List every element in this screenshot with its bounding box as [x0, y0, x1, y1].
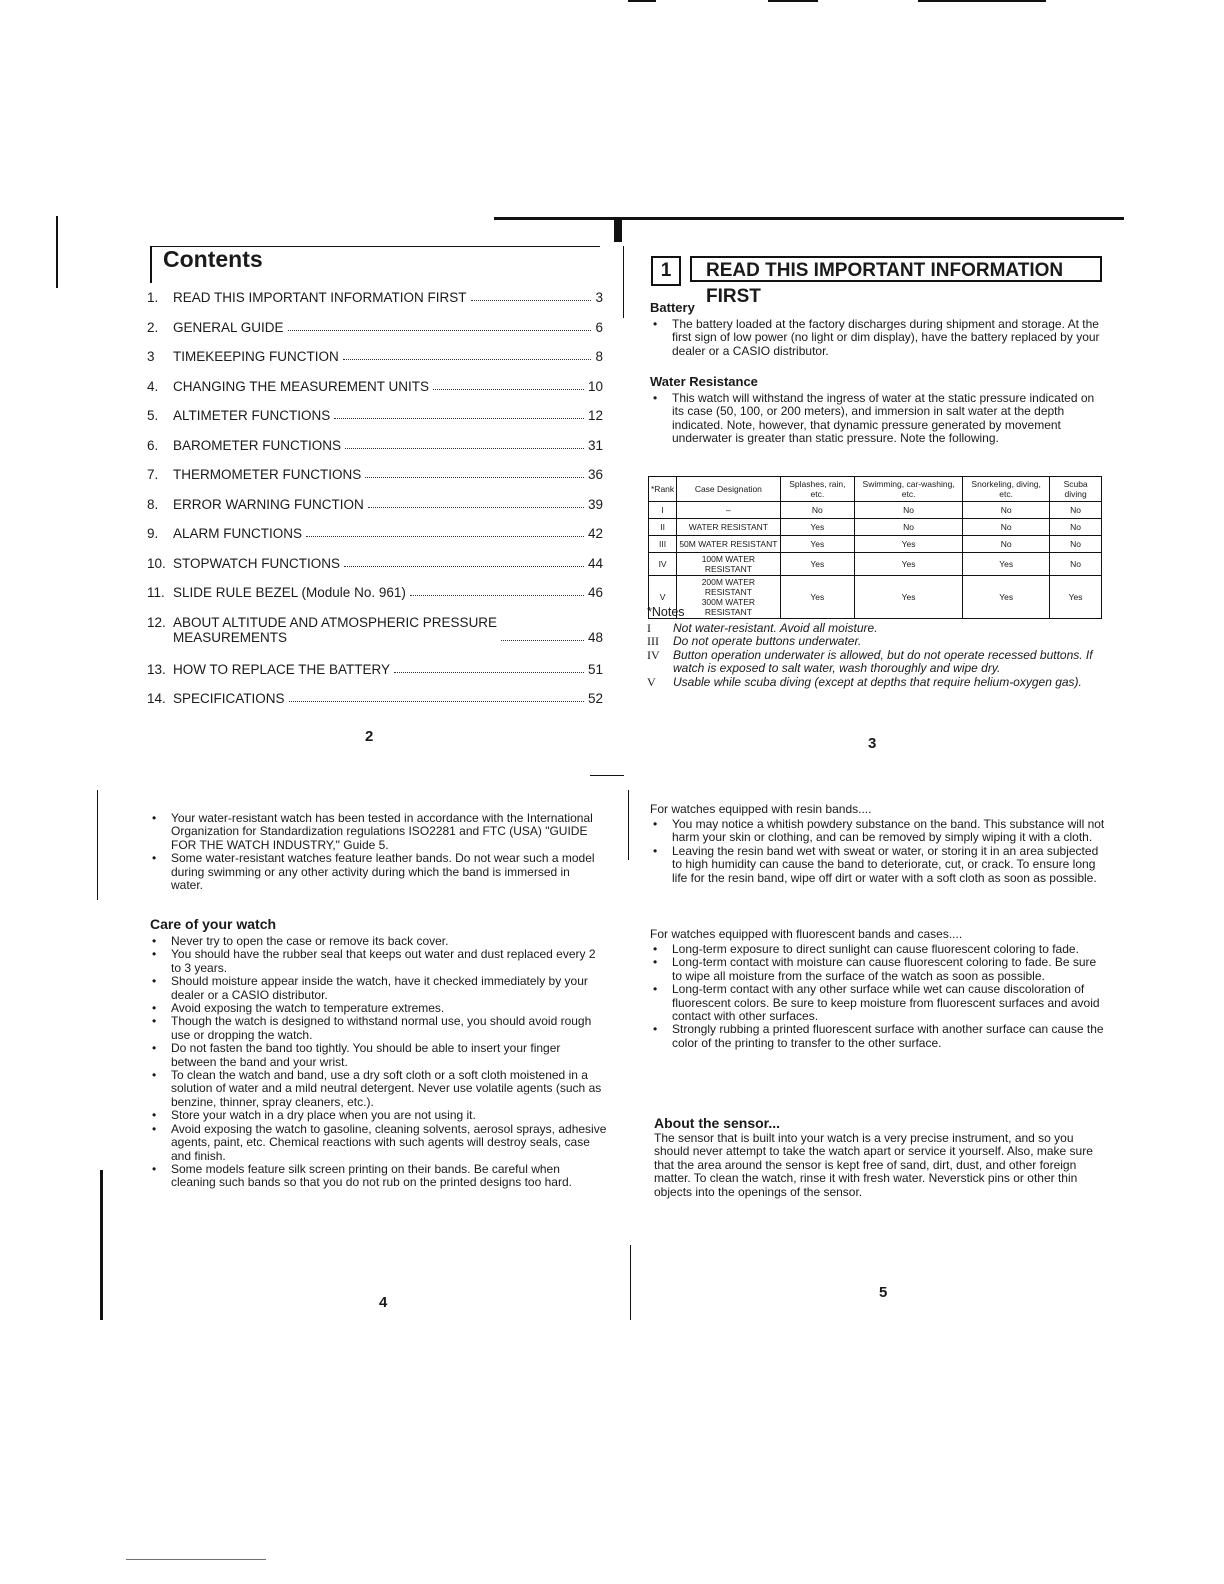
toc-item[interactable] [147, 497, 603, 527]
table-cell: – [677, 502, 780, 519]
table-cell: Yes [780, 536, 855, 553]
toc-item[interactable] [147, 556, 603, 586]
table-cell: No [855, 502, 963, 519]
toc-item[interactable] [147, 585, 603, 615]
table-cell: 100M WATER RESISTANT [677, 553, 780, 576]
note-item [647, 676, 1103, 689]
table-header-cell: Case Designation [677, 477, 780, 502]
water-text: • This watch will withstand the ingress of water at the static pressure indicated on its case (50, 100, or 200 meters), and immersion in salt water at the depth indicated. Note, however, that dynamic pressure generated by movement underwater is greater than static pressure. Note the following. [650, 392, 1104, 446]
note-rank: I [647, 621, 651, 635]
toc-item-label: HOW TO REPLACE THE BATTERY [173, 661, 391, 677]
table-cell: I [649, 502, 677, 519]
toc-item-label: ALTIMETER FUNCTIONS [173, 408, 331, 423]
note-text: Do not operate buttons underwater. [673, 634, 862, 649]
toc-item-page: 31 [587, 437, 603, 453]
note-rank: IV [647, 647, 660, 662]
left-margin-rule-3 [100, 1170, 103, 1320]
toc-item-number: 13. [147, 661, 166, 677]
toc-item-number: 8. [147, 496, 159, 512]
bullet-item: • To clean the watch and band, use a dry soft cloth or a soft cloth moistened in a solution of water and a mild neutral detergent. Never use volatile agents (such as benzine, thinner, spray cleaners, etc.). [149, 1069, 607, 1109]
toc-item-label: SLIDE RULE BEZEL (Module No. 961) [173, 585, 406, 600]
notes-list [647, 622, 1103, 689]
toc-item-number: 7. [147, 467, 159, 482]
table-cell: 50M WATER RESISTANT [677, 536, 780, 553]
table-cell: Yes [855, 536, 963, 553]
left-margin-rule-2 [97, 790, 98, 900]
toc-leader-dots [433, 389, 584, 390]
toc-leader-dots [471, 300, 592, 301]
table-cell: No [1050, 502, 1102, 519]
table-row [649, 553, 1102, 576]
table-cell: No [1050, 519, 1102, 536]
toc-item-body [173, 290, 603, 305]
center-divider-3 [630, 1245, 631, 1320]
toc-leader-dots [368, 507, 584, 508]
table-header-cell: Swimming, car-washing, etc. [855, 477, 963, 502]
table-header-cell: *Rank [649, 477, 677, 502]
toc-item-body [173, 438, 603, 453]
bullet-item: • Though the watch is designed to withstand normal use, you should avoid rough use or dropping the watch. [149, 1015, 607, 1042]
bullet-item: • Long-term contact with any other surface while wet can cause discoloration of fluorescent colors. Be sure to keep moisture from fluorescent surfaces and avoid contact with other surfaces. [650, 983, 1106, 1023]
toc-item-number: 6. [147, 437, 159, 453]
toc-leader-dots [344, 566, 584, 567]
toc-item-number: 1. [147, 290, 159, 305]
toc-item[interactable] [147, 408, 603, 438]
toc-item-number: 9. [147, 526, 159, 541]
toc-item-label: STOPWATCH FUNCTIONS [173, 555, 340, 571]
toc-leader-dots [501, 640, 584, 641]
toc-item-page: 10 [587, 378, 603, 394]
toc-item-number: 12. [147, 614, 166, 630]
table-cell: WATER RESISTANT [677, 519, 780, 536]
toc-leader-dots [365, 477, 584, 478]
toc-item-page: 36 [587, 467, 603, 482]
resin-intro: For watches equipped with resin bands.... [650, 802, 872, 816]
bullet-item: • Some water-resistant watches feature leather bands. Do not wear such a model during swimming or any other activity during which the band is immersed in water. [149, 852, 605, 892]
toc-item-number: 14. [147, 691, 166, 706]
care-bullets [149, 935, 607, 1190]
table-header-row [649, 477, 1102, 502]
battery-text-block [650, 318, 1104, 358]
note-text: Usable while scuba diving (except at depths that require helium-oxygen gas). [673, 674, 1082, 689]
middle-rule [590, 775, 624, 776]
table-cell: IV [649, 553, 677, 576]
toc-item-page: 51 [587, 661, 603, 677]
toc-item[interactable] [147, 290, 603, 320]
table-header-cell: Splashes, rain, etc. [780, 477, 855, 502]
table-row [649, 576, 1102, 619]
toc-item-page: 3 [595, 290, 603, 305]
toc-item[interactable] [147, 662, 603, 692]
bottom-link-rule [126, 1559, 266, 1560]
sensor-heading: About the sensor... [654, 1115, 781, 1131]
table-cell: No [963, 502, 1050, 519]
bullet-item: • Avoid exposing the watch to gasoline, cleaning solvents, aerosol sprays, adhesive agents, paint, etc. Chemical reactions with such agents will destroy seals, case and finish. [149, 1123, 607, 1163]
toc-item-label: ABOUT ALTITUDE AND ATMOSPHERIC PRESSURE MEASUREMENTS [173, 614, 498, 645]
bullet-item: • Should moisture appear inside the watch, have it checked immediately by your dealer or a CASIO distributor. [149, 975, 607, 1002]
battery-heading: Battery [650, 300, 695, 315]
table-cell: 200M WATER RESISTANT 300M WATER RESISTANT [677, 576, 780, 619]
toc-item-number: 11. [147, 585, 165, 600]
page4-top-bullets [149, 812, 605, 892]
table-cell: Yes [1050, 576, 1102, 619]
toc-item-body [173, 691, 603, 706]
table-cell: Yes [855, 553, 963, 576]
toc-item-page: 42 [587, 526, 603, 541]
bullet-item: • Leaving the resin band wet with sweat or water, or storing it in an area subjected to high humidity can cause the band to deteriorate, cut, or crack. To ensure long life for the resin band, wipe off dirt or water with a soft cloth as soon as possible. [650, 845, 1106, 885]
toc-item-body [173, 408, 603, 423]
table-row [649, 519, 1102, 536]
bullet-item: • Strongly rubbing a printed fluorescent surface with another surface can cause the color of the printing to transfer to the other surface. [650, 1023, 1106, 1050]
toc-leader-dots [306, 536, 584, 537]
table-cell: No [963, 519, 1050, 536]
bullet-item: • Never try to open the case or remove its back cover. [149, 935, 607, 948]
toc-item-page: 8 [595, 349, 603, 364]
bullet-item: • Long-term contact with moisture can cause fluorescent coloring to fade. Be sure to wipe all moisture from the surface of the watch as soon as possible. [650, 956, 1106, 983]
contents-list [147, 290, 603, 721]
toc-item-body [173, 349, 603, 364]
battery-text: • The battery loaded at the factory discharges during shipment and storage. At the first sign of low power (no light or dim display), have the battery replaced by your dealer or a CASIO distributor. [650, 318, 1104, 358]
top-rule-1 [628, 0, 656, 2]
resin-bullets [650, 818, 1106, 885]
toc-item-body [173, 379, 603, 394]
note-item [647, 635, 1103, 648]
center-divider-1 [623, 246, 624, 318]
toc-item-label: TIMEKEEPING FUNCTION [173, 349, 339, 364]
toc-item-number: 10. [147, 555, 166, 571]
sensor-text: The sensor that is built into your watch is a very precise instrument, and so you should never attempt to take the watch apart or service it yourself. Also, make sure that the area around the sensor is kept free of sand, dirt, dust, and other foreign matter. To clean the watch, rinse it with fresh water. Neverstick pins or other thin objects into the openings of the sensor. [654, 1131, 1093, 1199]
note-rank: V [647, 674, 656, 689]
section-number-box: 1 [651, 256, 681, 286]
toc-item-page: 52 [587, 691, 603, 706]
notes-heading: *Notes [647, 605, 685, 619]
toc-item-page: 12 [587, 408, 603, 423]
bullet-item: • You should have the rubber seal that keeps out water and dust replaced every 2 to 3 years. [149, 948, 607, 975]
toc-item[interactable] [147, 320, 603, 350]
table-cell: Yes [963, 553, 1050, 576]
toc-item-number: 2. [147, 319, 159, 335]
toc-item-label: GENERAL GUIDE [173, 319, 284, 335]
toc-item-body [173, 662, 603, 677]
center-divider-2 [628, 790, 629, 860]
table-header-cell: Snorkeling, diving, etc. [963, 477, 1050, 502]
toc-item-body [173, 585, 603, 600]
page-number-3: 3 [868, 735, 877, 752]
table-cell: V [649, 576, 677, 619]
toc-item-number: 4. [147, 378, 159, 394]
table-cell: Yes [780, 553, 855, 576]
left-margin-rule [56, 216, 58, 288]
toc-item-number: 5. [147, 408, 159, 423]
page-number-2: 2 [365, 728, 374, 745]
bullet-item: • Long-term exposure to direct sunlight can cause fluorescent coloring to fade. [650, 943, 1106, 956]
toc-item-body [173, 556, 603, 571]
toc-item-body [173, 497, 603, 512]
table-cell: Yes [780, 519, 855, 536]
toc-item-label: CHANGING THE MEASUREMENT UNITS [173, 378, 430, 394]
toc-leader-dots [394, 672, 584, 673]
table-body [649, 502, 1102, 619]
note-text: Not water-resistant. Avoid all moisture. [673, 621, 878, 635]
toc-item-label: ERROR WARNING FUNCTION [173, 496, 364, 512]
toc-item[interactable] [147, 438, 603, 468]
note-rank: III [647, 634, 659, 649]
toc-item-label: BAROMETER FUNCTIONS [173, 437, 342, 453]
table-cell: No [1050, 553, 1102, 576]
toc-item-body [173, 615, 603, 645]
contents-title: Contents [163, 246, 263, 272]
toc-leader-dots [345, 448, 584, 449]
page-number-5: 5 [879, 1284, 888, 1301]
bullet-item: • Store your watch in a dry place when you are not using it. [149, 1109, 607, 1122]
note-item [647, 622, 1103, 635]
bullet-item: • Your water-resistant watch has been tested in accordance with the International Organization for Standardization regulations ISO2281 and FTC (USA) "GUIDE FOR THE WATCH INDUSTRY," Guide 5. [149, 812, 605, 852]
toc-item-page: 44 [587, 555, 603, 571]
toc-item-label: ALARM FUNCTIONS [173, 526, 303, 541]
spread-top-rule [494, 217, 1124, 220]
table-cell: No [780, 502, 855, 519]
bullet-item: • Avoid exposing the watch to temperature extremes. [149, 1002, 607, 1015]
toc-item-page: 46 [587, 585, 603, 600]
table-cell: Yes [963, 576, 1050, 619]
section-title: READ THIS IMPORTANT INFORMATION FIRST [690, 256, 1102, 282]
water-resistance-table [648, 476, 1102, 619]
care-heading: Care of your watch [150, 916, 277, 932]
bullet-item: • You may notice a whitish powdery substance on the band. This substance will not harm your skin or clothing, and can be removed by simply wiping it with a cloth. [650, 818, 1106, 845]
toc-item-label: READ THIS IMPORTANT INFORMATION FIRST [173, 290, 467, 305]
toc-item[interactable] [147, 349, 603, 379]
toc-item-page: 6 [595, 319, 603, 335]
table-cell: No [855, 519, 963, 536]
toc-item[interactable] [147, 691, 603, 721]
note-text: Button operation underwater is allowed, but do not operate recessed buttons. If watch is exposed to salt water, wash thoroughly and wipe dry. [673, 647, 1093, 676]
toc-item-page: 48 [587, 629, 603, 645]
table-cell: III [649, 536, 677, 553]
toc-item[interactable] [147, 379, 603, 409]
table-header-cell: Scuba diving [1050, 477, 1102, 502]
toc-item-label: THERMOMETER FUNCTIONS [173, 467, 362, 482]
table-cell: Yes [855, 576, 963, 619]
top-rule-2 [768, 0, 818, 2]
toc-item[interactable] [147, 615, 603, 662]
toc-leader-dots [343, 359, 592, 360]
toc-item-number: 3 [147, 349, 155, 364]
toc-leader-dots [289, 701, 584, 702]
table-row [649, 536, 1102, 553]
fluorescent-bullets [650, 943, 1106, 1050]
table-cell: No [1050, 536, 1102, 553]
water-text-block [650, 392, 1104, 446]
table-cell: II [649, 519, 677, 536]
bullet-item: • Do not fasten the band too tightly. You should be able to insert your finger between the band and your wrist. [149, 1042, 607, 1069]
page-number-4: 4 [379, 1294, 388, 1311]
water-resistance-heading: Water Resistance [650, 374, 758, 389]
toc-leader-dots [410, 595, 584, 596]
toc-item-body [173, 320, 603, 335]
toc-item[interactable] [147, 526, 603, 556]
fluorescent-intro: For watches equipped with fluorescent bands and cases.... [650, 927, 963, 941]
toc-item-page: 39 [587, 496, 603, 512]
center-fold-wedge [614, 220, 622, 242]
toc-leader-dots [334, 418, 584, 419]
toc-leader-dots [288, 330, 592, 331]
note-item [647, 649, 1103, 676]
toc-item-body [173, 526, 603, 541]
table-cell: Yes [780, 576, 855, 619]
toc-item[interactable] [147, 467, 603, 497]
top-rule-3 [918, 0, 1046, 2]
toc-item-label: SPECIFICATIONS [173, 691, 285, 706]
table-cell: No [963, 536, 1050, 553]
toc-item-body [173, 467, 603, 482]
bullet-item: • Some models feature silk screen printing on their bands. Be careful when cleaning such bands so that you do not rub on the printed designs too hard. [149, 1163, 607, 1190]
table-row [649, 502, 1102, 519]
